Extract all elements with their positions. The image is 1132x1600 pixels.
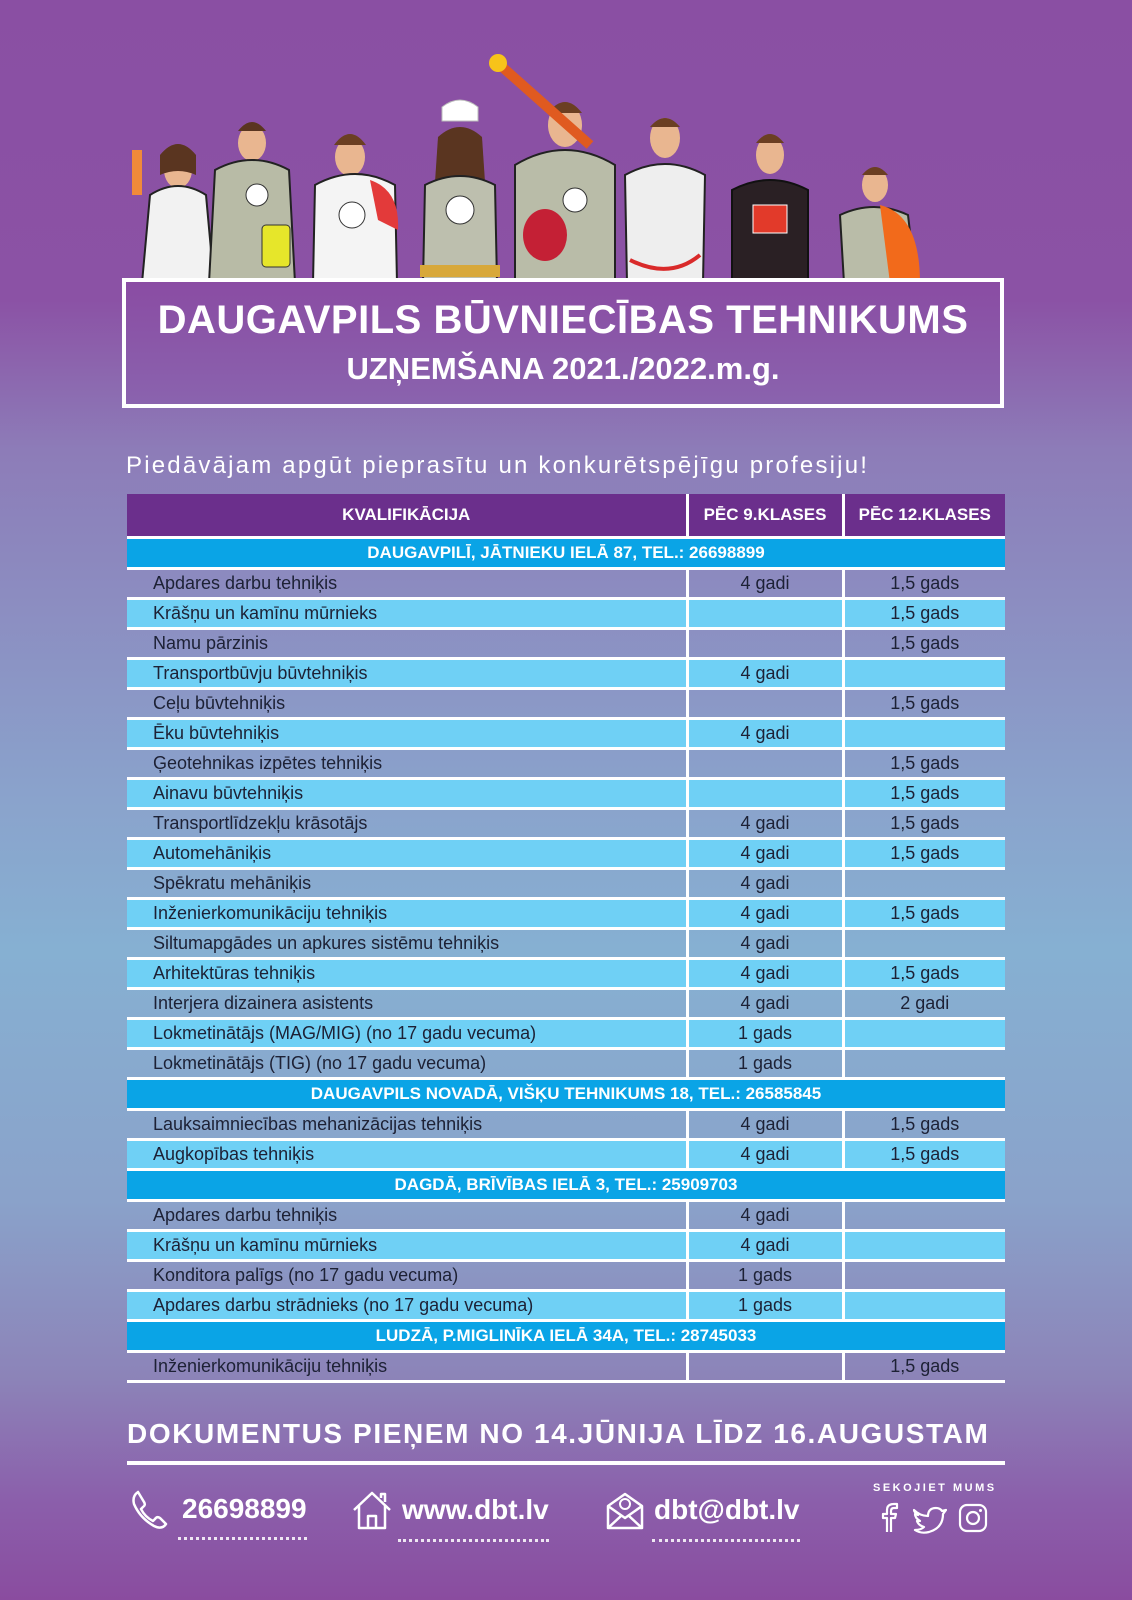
- document-deadline: DOKUMENTUS PIEŅEM NO 14.JŪNIJA LĪDZ 16.AUGUSTAM: [127, 1418, 990, 1449]
- qualification-name: Ēku būvtehniķis: [127, 719, 687, 749]
- duration-after-12: 1,5 gads: [843, 779, 1005, 809]
- hero-figure: [313, 134, 398, 283]
- qualification-name: Siltumapgādes un apkures sistēmu tehniķis: [127, 929, 687, 959]
- duration-after-9: [687, 689, 843, 719]
- duration-after-9: 4 gadi: [687, 659, 843, 689]
- duration-after-12: [843, 1291, 1005, 1321]
- duration-after-9: 4 gadi: [687, 869, 843, 899]
- duration-after-12: 1,5 gads: [843, 1140, 1005, 1170]
- hero-figure: [489, 54, 615, 283]
- duration-after-9: 4 gadi: [687, 989, 843, 1019]
- duration-after-12: 1,5 gads: [843, 749, 1005, 779]
- follow-us-label: SEKOJIET MUMS: [873, 1482, 997, 1494]
- qualification-name: Namu pārzinis: [127, 629, 687, 659]
- duration-after-12: 2 gadi: [843, 989, 1005, 1019]
- qualification-name: Krāšņu un kamīnu mūrnieks: [127, 599, 687, 629]
- table-row: [127, 1019, 1005, 1049]
- duration-after-9: 4 gadi: [687, 839, 843, 869]
- social-follow: [873, 1482, 997, 1534]
- table-row: [127, 1140, 1005, 1170]
- hero-figure: [840, 167, 920, 283]
- duration-after-9: 4 gadi: [687, 899, 843, 929]
- header-qualification: KVALIFIKĀCIJA: [127, 494, 687, 538]
- duration-after-12: [843, 659, 1005, 689]
- home-icon: [350, 1488, 394, 1532]
- qualification-name: Konditora palīgs (no 17 gadu vecuma): [127, 1261, 687, 1291]
- qualification-name: Inženierkomunikāciju tehniķis: [127, 1352, 687, 1382]
- header-after-12th-grade: PĒC 12.KLASES: [843, 494, 1005, 538]
- duration-after-12: [843, 1019, 1005, 1049]
- table-row: [127, 599, 1005, 629]
- duration-after-12: 1,5 gads: [843, 629, 1005, 659]
- email-icon: [604, 1488, 646, 1532]
- table-row: [127, 1110, 1005, 1140]
- table-row: [127, 1049, 1005, 1079]
- table-row: [127, 689, 1005, 719]
- table-row: [127, 659, 1005, 689]
- dotted-underline: [652, 1539, 800, 1542]
- duration-after-12: 1,5 gads: [843, 839, 1005, 869]
- table-row: [127, 629, 1005, 659]
- phone-number[interactable]: 26698899: [182, 1493, 307, 1524]
- section-header-row: [127, 538, 1005, 569]
- duration-after-12: 1,5 gads: [843, 899, 1005, 929]
- table-row: [127, 929, 1005, 959]
- duration-after-12: 1,5 gads: [843, 599, 1005, 629]
- superhero-team-illustration: [120, 45, 1000, 283]
- qualification-name: Krāšņu un kamīnu mūrnieks: [127, 1231, 687, 1261]
- tagline: Piedāvājam apgūt pieprasītu un konkurētspējīgu profesiju!: [126, 452, 870, 479]
- section-location: DAUGAVPILĪ, JĀTNIEKU IELĀ 87, TEL.: 26698899: [127, 538, 1005, 569]
- duration-after-12: [843, 719, 1005, 749]
- duration-after-9: 4 gadi: [687, 1231, 843, 1261]
- divider: [127, 1461, 1005, 1465]
- qualification-name: Apdares darbu tehniķis: [127, 569, 687, 599]
- qualification-name: Ceļu būvtehniķis: [127, 689, 687, 719]
- contact-email[interactable]: [604, 1488, 800, 1532]
- duration-after-9: 4 gadi: [687, 959, 843, 989]
- duration-after-12: 1,5 gads: [843, 689, 1005, 719]
- qualification-name: Arhitektūras tehniķis: [127, 959, 687, 989]
- qualification-name: Transportbūvju būvtehniķis: [127, 659, 687, 689]
- qualification-name: Interjera dizainera asistents: [127, 989, 687, 1019]
- contact-phone[interactable]: [130, 1488, 307, 1530]
- table-row: [127, 989, 1005, 1019]
- section-header-row: [127, 1170, 1005, 1201]
- hero-figure: [625, 118, 705, 283]
- duration-after-12: [843, 1049, 1005, 1079]
- qualification-name: Lauksaimniecības mehanizācijas tehniķis: [127, 1110, 687, 1140]
- duration-after-12: [843, 1201, 1005, 1231]
- table-row: [127, 869, 1005, 899]
- duration-after-9: 4 gadi: [687, 1110, 843, 1140]
- section-header-row: [127, 1321, 1005, 1352]
- twitter-icon[interactable]: [911, 1502, 947, 1534]
- admission-subtitle: UZŅEMŠANA 2021./2022.m.g.: [346, 351, 780, 386]
- duration-after-12: 1,5 gads: [843, 809, 1005, 839]
- qualification-name: Augkopības tehniķis: [127, 1140, 687, 1170]
- duration-after-9: 1 gads: [687, 1291, 843, 1321]
- section-location: DAUGAVPILS NOVADĀ, VIŠĶU TEHNIKUMS 18, TEL.: 26585845: [127, 1079, 1005, 1110]
- title-box: [122, 278, 1004, 408]
- qualification-name: Lokmetinātājs (MAG/MIG) (no 17 gadu vecuma): [127, 1019, 687, 1049]
- duration-after-9: 4 gadi: [687, 929, 843, 959]
- section-location: DAGDĀ, BRĪVĪBAS IELĀ 3, TEL.: 25909703: [127, 1170, 1005, 1201]
- duration-after-12: [843, 1231, 1005, 1261]
- dotted-underline: [398, 1539, 549, 1542]
- duration-after-9: 1 gads: [687, 1261, 843, 1291]
- table-row: [127, 809, 1005, 839]
- hero-figure: [132, 144, 214, 283]
- facebook-icon[interactable]: [877, 1502, 901, 1534]
- phone-icon: [130, 1488, 174, 1530]
- table-row: [127, 569, 1005, 599]
- hero-figure: [732, 134, 808, 283]
- duration-after-9: 4 gadi: [687, 809, 843, 839]
- duration-after-9: 4 gadi: [687, 1201, 843, 1231]
- table-row: [127, 1352, 1005, 1382]
- duration-after-12: 1,5 gads: [843, 1352, 1005, 1382]
- duration-after-9: [687, 749, 843, 779]
- duration-after-12: 1,5 gads: [843, 569, 1005, 599]
- duration-after-9: 4 gadi: [687, 1140, 843, 1170]
- table-row: [127, 719, 1005, 749]
- duration-after-12: [843, 1261, 1005, 1291]
- table-row: [127, 779, 1005, 809]
- duration-after-12: 1,5 gads: [843, 1110, 1005, 1140]
- table-row: [127, 1291, 1005, 1321]
- qualification-name: Transportlīdzekļu krāsotājs: [127, 809, 687, 839]
- email-link[interactable]: dbt@dbt.lv: [654, 1494, 800, 1525]
- duration-after-9: [687, 599, 843, 629]
- duration-after-9: 1 gads: [687, 1049, 843, 1079]
- qualification-name: Inženierkomunikāciju tehniķis: [127, 899, 687, 929]
- website-link[interactable]: www.dbt.lv: [402, 1494, 549, 1525]
- table-row: [127, 749, 1005, 779]
- qualification-name: Ainavu būvtehniķis: [127, 779, 687, 809]
- qualifications-table: [127, 494, 1005, 1383]
- qualification-name: Spēkratu mehāniķis: [127, 869, 687, 899]
- qualification-name: Ģeotehnikas izpētes tehniķis: [127, 749, 687, 779]
- duration-after-9: [687, 1352, 843, 1382]
- hero-figure: [420, 100, 500, 283]
- duration-after-12: 1,5 gads: [843, 959, 1005, 989]
- section-location: LUDZĀ, P.MIGLINĪKA IELĀ 34A, TEL.: 28745033: [127, 1321, 1005, 1352]
- table-row: [127, 1201, 1005, 1231]
- duration-after-9: 4 gadi: [687, 569, 843, 599]
- duration-after-9: 1 gads: [687, 1019, 843, 1049]
- table-row: [127, 959, 1005, 989]
- section-header-row: [127, 1079, 1005, 1110]
- duration-after-9: 4 gadi: [687, 719, 843, 749]
- hero-figure: [209, 122, 295, 283]
- school-title: DAUGAVPILS BŪVNIECĪBAS TEHNIKUMS: [157, 298, 969, 342]
- table-header-row: [127, 494, 1005, 538]
- instagram-icon[interactable]: [957, 1502, 989, 1534]
- table-row: [127, 1261, 1005, 1291]
- qualification-name: Automehāniķis: [127, 839, 687, 869]
- duration-after-12: [843, 869, 1005, 899]
- dotted-underline: [178, 1537, 307, 1540]
- qualification-name: Lokmetinātājs (TIG) (no 17 gadu vecuma): [127, 1049, 687, 1079]
- duration-after-9: [687, 779, 843, 809]
- duration-after-12: [843, 929, 1005, 959]
- table-row: [127, 1231, 1005, 1261]
- duration-after-9: [687, 629, 843, 659]
- qualification-name: Apdares darbu tehniķis: [127, 1201, 687, 1231]
- contact-website[interactable]: [350, 1488, 549, 1532]
- table-row: [127, 899, 1005, 929]
- header-after-9th-grade: PĒC 9.KLASES: [687, 494, 843, 538]
- qualification-name: Apdares darbu strādnieks (no 17 gadu vecuma): [127, 1291, 687, 1321]
- table-row: [127, 839, 1005, 869]
